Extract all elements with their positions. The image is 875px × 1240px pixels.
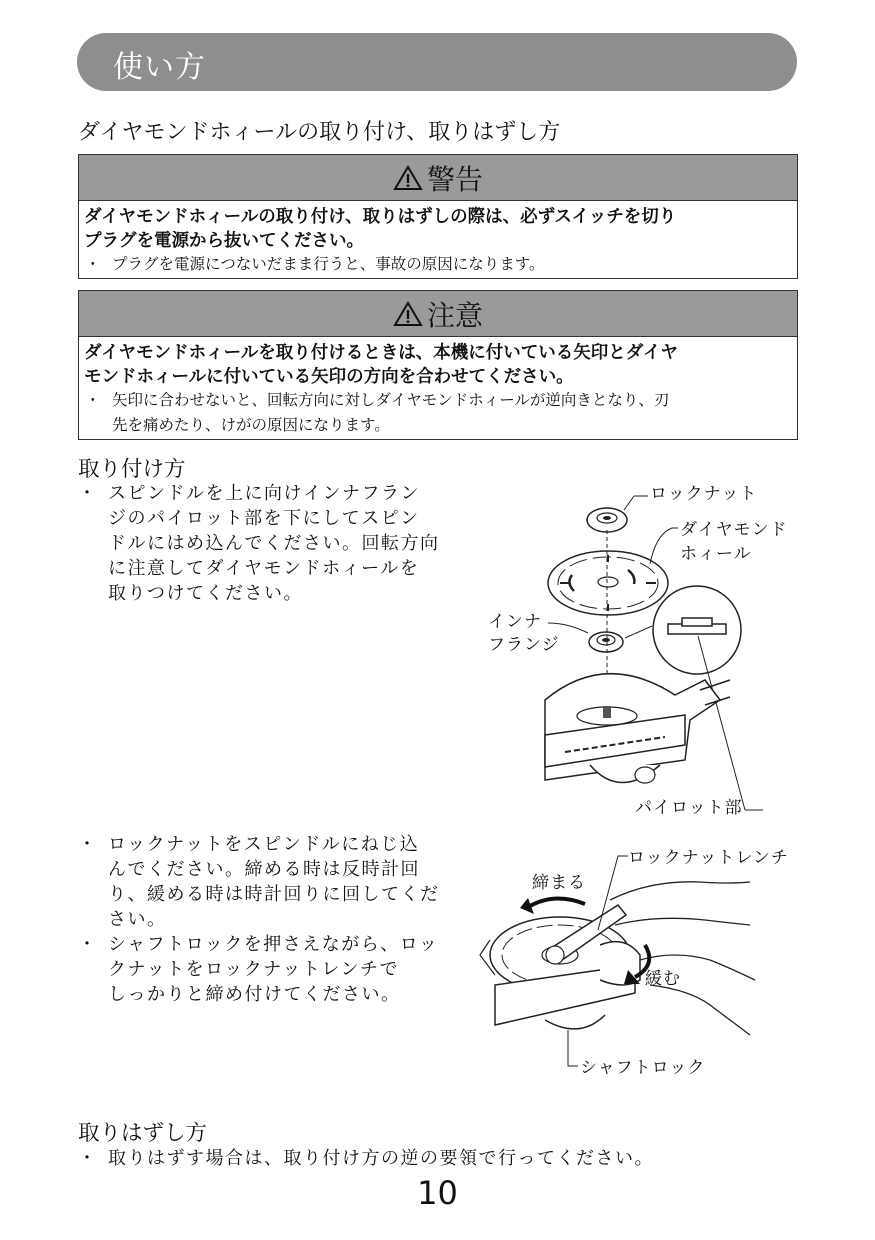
install-bullet-1 — [78, 481, 440, 606]
bullet-mark: ・ — [78, 934, 98, 955]
install-line: り、緩める時は時計回りに回してくだ — [108, 884, 440, 905]
install-line: シャフトロックを押さえながら、ロッ — [108, 934, 439, 955]
caution-text: モンドホィールに付いている矢印の方向を合わせてください。 — [84, 367, 574, 387]
warning-text: プラグを電源から抜いてください。 — [84, 231, 364, 251]
install-line: ドルにはめ込んでください。回転方向 — [108, 533, 440, 554]
warning-heading: 警告 — [426, 162, 483, 196]
lock-nut-drawing — [587, 508, 627, 532]
caution-bullet-cont — [79, 414, 797, 439]
install-line: スピンドルを上に向けインナフラン — [108, 483, 420, 504]
section-header-bar — [77, 33, 797, 91]
removal-bullet — [78, 1146, 654, 1171]
caution-bullet-text: 矢印に合わせないと、回転方向に対しダイヤモンドホィールが逆向きとなり、刃 — [112, 391, 670, 409]
inner-flange-drawing — [589, 632, 623, 652]
caution-header — [79, 291, 797, 337]
removal-text: 取りはずす場合は、取り付け方の逆の要領で行ってください。 — [108, 1148, 654, 1169]
bullet-mark: ・ — [85, 391, 101, 409]
install-line: んでください。締める時は反時計回 — [108, 859, 420, 880]
tightening-diagram — [475, 845, 795, 1085]
warning-bullet-text: プラグを電源につないだまま行うと、事故の原因になります。 — [112, 255, 545, 273]
caution-box — [78, 290, 798, 440]
label-diamond-wheel: ダイヤモンド — [680, 520, 788, 540]
removal-heading: 取りはずし方 — [78, 1121, 208, 1146]
section-title: 使い方 — [113, 50, 206, 85]
install-line: ロックナットをスピンドルにねじ込 — [108, 834, 420, 855]
label-lock-nut: ロックナット — [650, 484, 758, 504]
page-number: 10 — [417, 1174, 458, 1212]
caution-bullet — [79, 389, 797, 414]
grinder-drawing — [545, 674, 730, 783]
warning-triangle-icon — [393, 301, 423, 327]
caution-heading: 注意 — [426, 298, 483, 332]
bullet-mark: ・ — [78, 1148, 98, 1169]
install-line: ジのパイロット部を下にしてスピン — [108, 508, 420, 529]
bullet-mark: ・ — [78, 834, 98, 855]
install-line: しっかりと締め付けてください。 — [108, 984, 401, 1005]
label-inner-flange: フランジ — [488, 635, 560, 655]
label-tighten: 締まる — [532, 873, 586, 893]
bullet-mark: ・ — [78, 483, 98, 504]
label-inner-flange: インナ — [488, 612, 542, 632]
diamond-wheel-drawing — [548, 551, 668, 615]
install-bullet-2 — [78, 832, 440, 1007]
warning-text: ダイヤモンドホィールの取り付け、取りはずしの際は、必ずスイッチを切り — [84, 207, 677, 227]
install-line: 取りつけてください。 — [108, 583, 303, 604]
warning-bullet — [79, 253, 797, 278]
page-subtitle: ダイヤモンドホィールの取り付け、取りはずし方 — [78, 120, 561, 145]
label-diamond-wheel: ホィール — [680, 544, 752, 564]
warning-box — [78, 154, 798, 279]
grinder-with-wheel-drawing — [480, 917, 640, 1029]
label-pilot: パイロット部 — [635, 798, 743, 818]
label-wrench: ロックナットレンチ — [628, 848, 789, 868]
label-shaft-lock: シャフトロック — [580, 1058, 706, 1078]
caution-text: ダイヤモンドホィールを取り付けるときは、本機に付いている矢印とダイヤ — [84, 343, 678, 363]
install-line: クナットをロックナットレンチで — [108, 959, 399, 980]
bullet-mark: ・ — [85, 255, 101, 273]
warning-header — [79, 155, 797, 201]
install-line: さい。 — [108, 909, 167, 930]
caution-bullet-text: 先を痛めたり、けがの原因になります。 — [112, 416, 390, 434]
install-heading: 取り付け方 — [78, 457, 186, 482]
install-line: に注意してダイヤモンドホィールを — [108, 558, 420, 579]
label-loosen: 緩む — [645, 969, 681, 989]
warning-triangle-icon — [393, 165, 423, 191]
